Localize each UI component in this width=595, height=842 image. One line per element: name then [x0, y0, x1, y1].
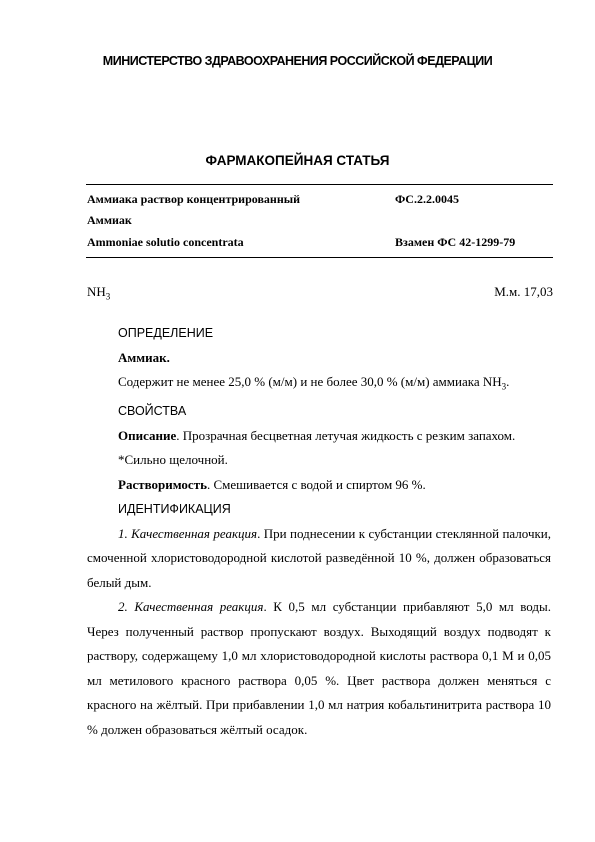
chemical-formula: [87, 284, 110, 302]
substance-short-name: Аммиак: [87, 213, 132, 227]
solubility-label: Растворимость: [118, 476, 207, 492]
solubility-text: . Смешивается с водой и спиртом 96 %.: [206, 476, 426, 492]
identification-test-1: [87, 522, 551, 596]
definition-heading: ОПРЕДЕЛЕНИЕ: [118, 326, 214, 340]
header-rule-top: [86, 184, 553, 185]
ministry-header: МИНИСТЕРСТВО ЗДРАВООХРАНЕНИЯ РОССИЙСКОЙ ФЕДЕРАЦИИ: [102, 54, 493, 68]
alkaline-note: *Сильно щелочной.: [118, 452, 228, 468]
substance-name: Аммиака раствор концентрированный: [87, 192, 301, 206]
properties-heading: СВОЙСТВА: [118, 404, 187, 419]
monograph-code: ФС.2.2.0045: [395, 192, 459, 206]
content-subscript: 3: [501, 381, 507, 392]
content-text: Содержит не менее 25,0 % (м/м) и не более 30,0 % (м/м) аммиака NH: [118, 374, 502, 389]
test2-text: . К 0,5 мл субстанции прибавляют 5,0 мл воды. Через полученный раствор пропускают воздух. Выходящий воздух подводят к раствору, содержащему 1,0 мл хлористоводородной кислоты раствора 0,1 М и 0,05 мл метилового красного раствора 0,05 %. Цвет раствора должен меняться с красного на жёлтый. При прибавлении 1,0 мл натрия кобальтинитрита раствора 10 % должен образоваться жёлтый осадок.: [87, 599, 552, 737]
formula-subscript: 3: [105, 291, 111, 302]
description-text: . Прозрачная бесцветная летучая жидкость с резким запахом.: [176, 427, 516, 443]
test1-label: 1. Качественная реакция: [118, 525, 258, 541]
identification-heading: ИДЕНТИФИКАЦИЯ: [118, 502, 231, 517]
identification-test-2: [87, 595, 551, 742]
document-title: ФАРМАКОПЕЙНАЯ СТАТЬЯ: [205, 153, 390, 168]
description-label: Описание: [118, 427, 177, 443]
molecular-weight: М.м. 17,03: [494, 284, 553, 299]
description-paragraph: [118, 424, 551, 449]
test2-label: 2. Качественная реакция: [118, 599, 264, 615]
monograph-body: [87, 321, 552, 742]
definition-name: Аммиак.: [118, 349, 170, 365]
definition-content: [118, 370, 551, 399]
solubility-paragraph: [118, 473, 551, 498]
latin-name: Ammoniae solutio concentrata: [87, 235, 244, 249]
test1-text: . При поднесении к субстанции стеклянной палочки, смоченной хлористоводородной кислотой разведённой 10 %, должен образоваться белый дым.: [87, 525, 552, 590]
header-rule-bottom: [86, 257, 553, 258]
replaces-note: Взамен ФС 42-1299-79: [395, 235, 516, 249]
content-end: .: [506, 374, 510, 389]
formula-base: NH: [87, 284, 106, 299]
